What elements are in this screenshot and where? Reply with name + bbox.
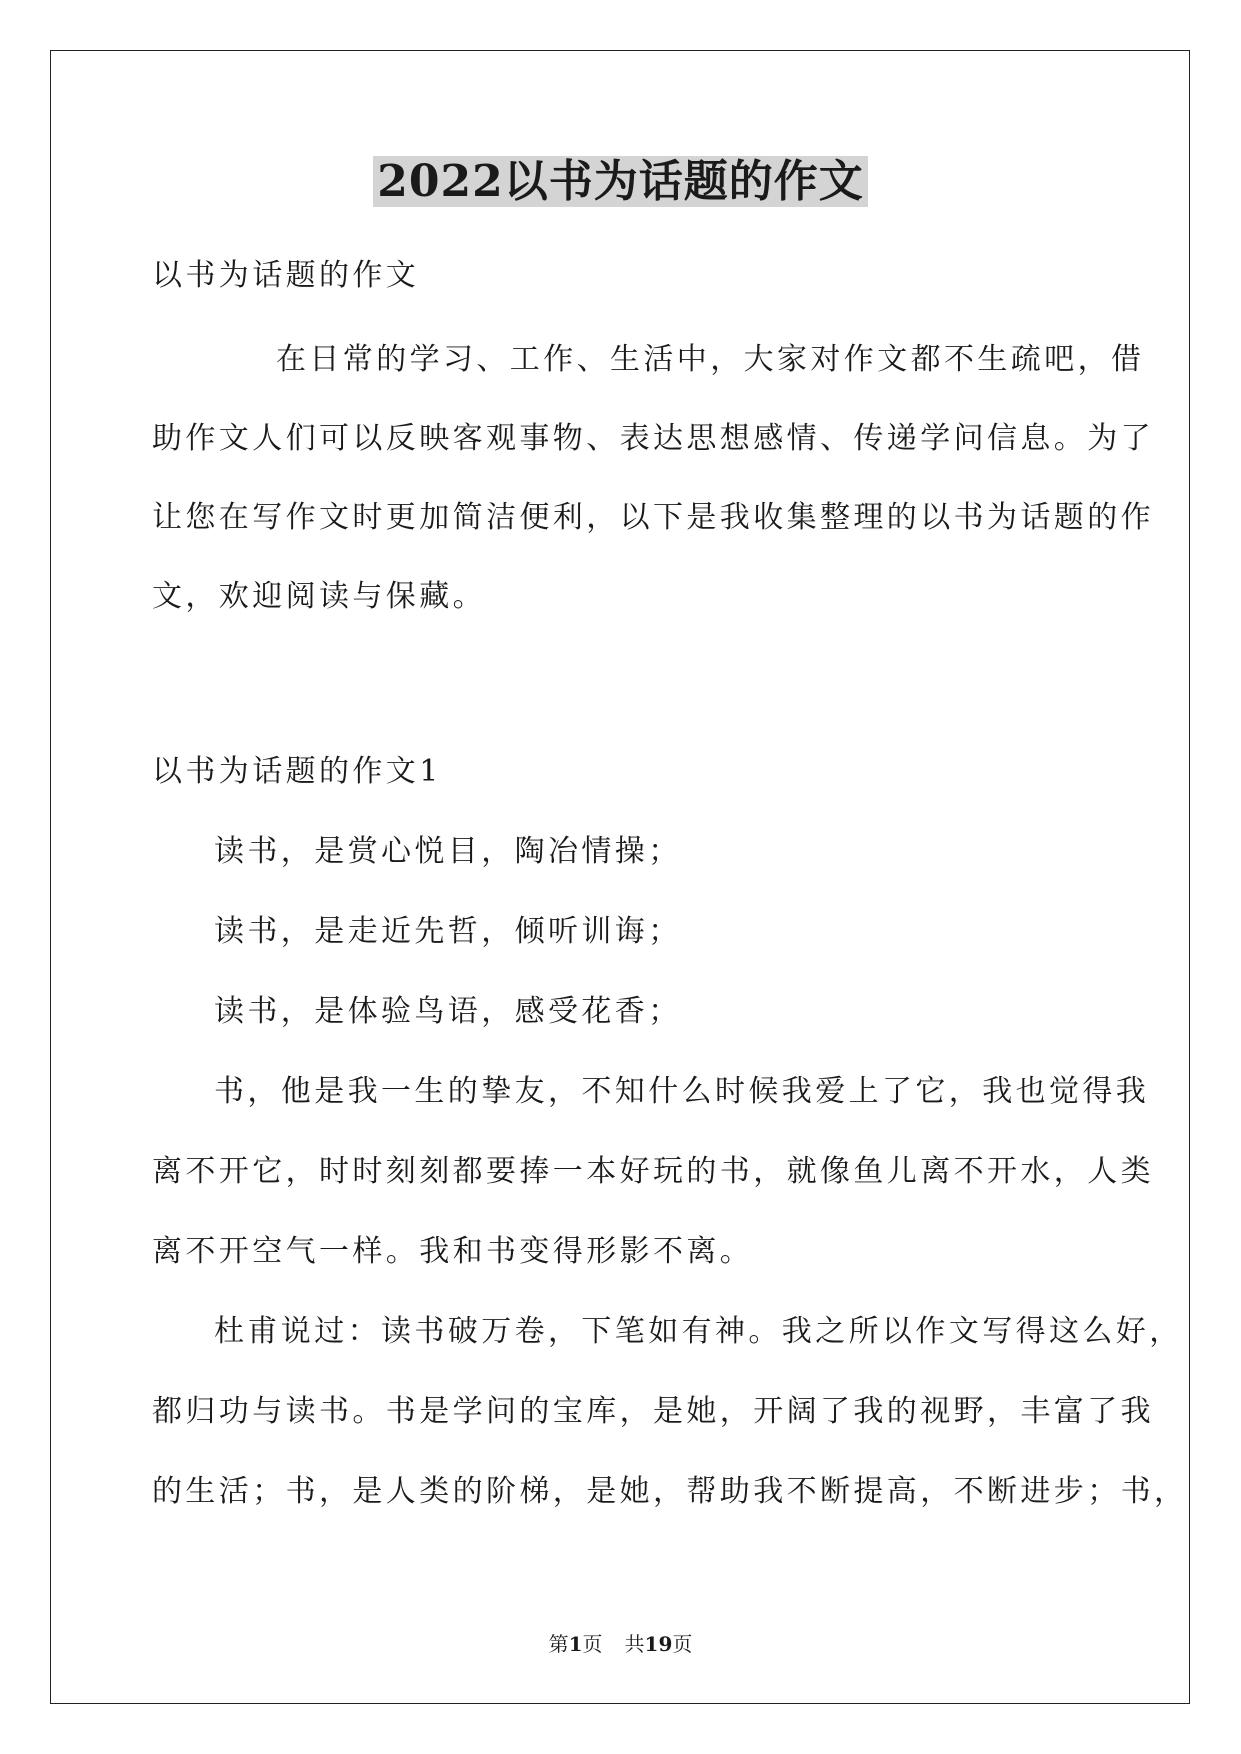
page-border	[50, 50, 1190, 1704]
intro-line: 助作文人们可以反映客观事物、表达思想感情、传递学问信息。为了	[152, 421, 1154, 456]
total-prefix: 共	[624, 1632, 645, 1656]
body-line: 读书，是走近先哲，倾听训诲；	[214, 914, 682, 949]
total-suffix: 页	[672, 1632, 693, 1656]
page-prefix: 第	[548, 1632, 569, 1656]
intro-line: 在日常的学习、工作、生活中，大家对作文都不生疏吧，借	[276, 342, 1145, 377]
page-footer	[0, 1630, 1241, 1658]
body-line: 都归功与读书。书是学问的宝库，是她，开阔了我的视野，丰富了我	[152, 1394, 1154, 1429]
body-line: 杜甫说过：读书破万卷，下笔如有神。我之所以作文写得这么好，	[214, 1314, 1183, 1349]
body-line: 读书，是体验鸟语，感受花香；	[214, 994, 682, 1029]
document-title-text: 2022以书为话题的作文	[373, 156, 867, 207]
intro-line: 让您在写作文时更加简洁便利，以下是我收集整理的以书为话题的作	[152, 500, 1154, 535]
body-line: 离不开空气一样。我和书变得形影不离。	[152, 1234, 754, 1269]
intro-line: 文，欢迎阅读与保藏。	[152, 579, 486, 614]
total-pages: 19	[644, 1632, 673, 1656]
document-title	[0, 152, 1241, 212]
body-line: 书，他是我一生的挚友，不知什么时候我爱上了它，我也觉得我	[214, 1074, 1150, 1109]
page-number: 1	[568, 1632, 583, 1656]
section-heading: 以书为话题的作文1	[152, 754, 442, 789]
body-line: 离不开它，时时刻刻都要捧一本好玩的书，就像鱼儿离不开水，人类	[152, 1154, 1154, 1189]
page-suffix: 页	[582, 1632, 603, 1656]
subtitle: 以书为话题的作文	[152, 258, 420, 293]
body-line: 读书，是赏心悦目，陶冶情操；	[214, 834, 682, 869]
body-line: 的生活；书，是人类的阶梯，是她，帮助我不断提高，不断进步；书，	[152, 1474, 1188, 1509]
